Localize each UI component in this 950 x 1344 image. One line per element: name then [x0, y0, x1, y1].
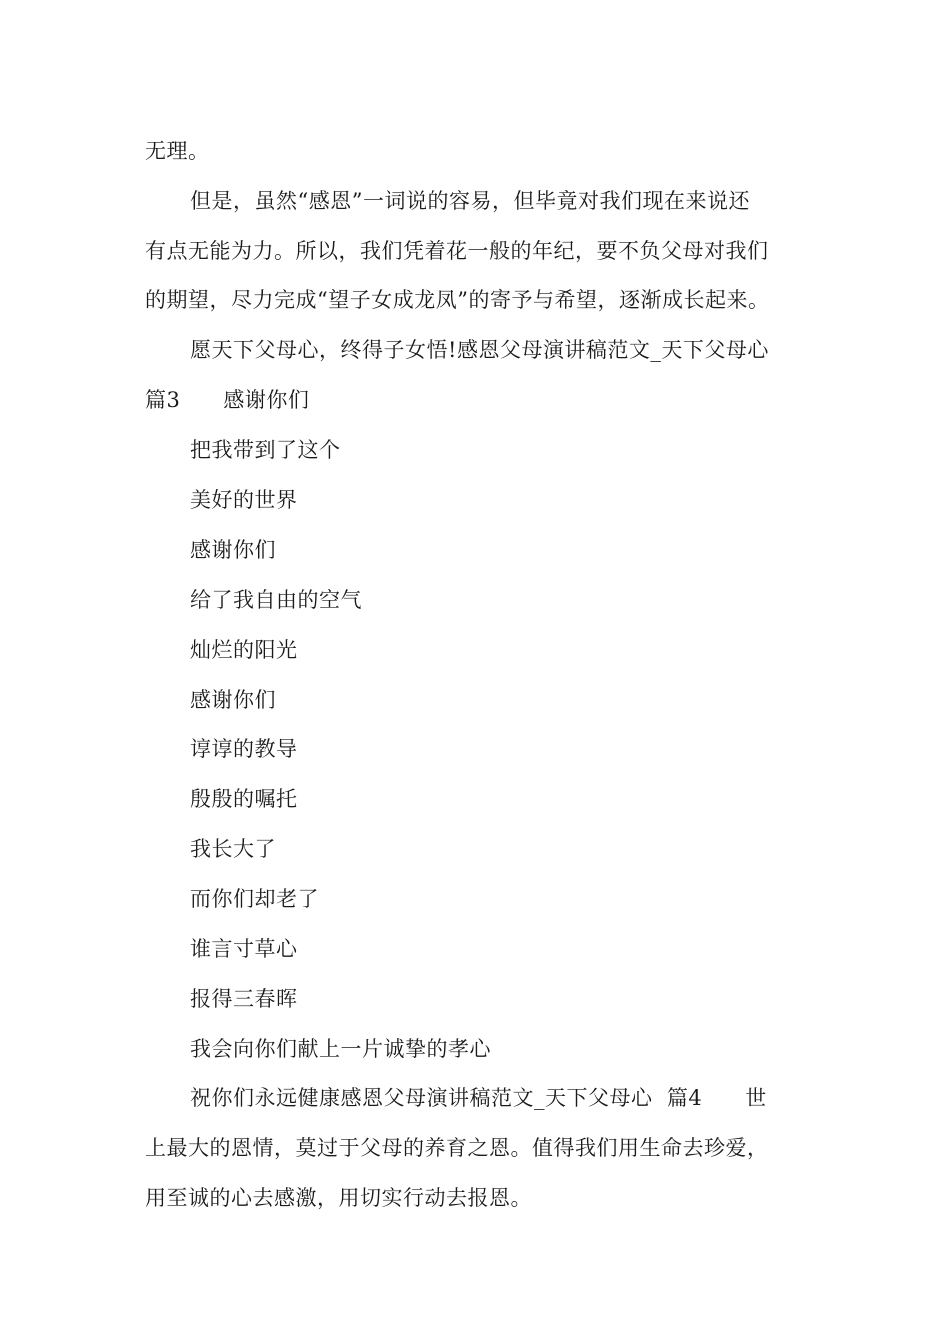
paragraph-line: 祝你们永远健康感恩父母演讲稿范文_天下父母心 篇4 世	[190, 1086, 767, 1110]
paragraph-line: 上最大的恩情，莫过于父母的养育之恩。值得我们用生命去珍爱，	[145, 1136, 769, 1160]
verse-line: 而你们却老了	[190, 887, 319, 911]
verse-line: 谆谆的教导	[190, 737, 298, 761]
paragraph-line: 无理。	[145, 139, 210, 163]
verse-line: 谁言寸草心	[190, 937, 298, 961]
verse-line: 殷殷的嘱托	[190, 787, 298, 811]
verse-line: 给了我自由的空气	[190, 588, 362, 612]
verse-line: 把我带到了这个	[190, 438, 341, 462]
verse-line: 我会向你们献上一片诚挚的孝心	[190, 1037, 491, 1061]
verse-line: 灿烂的阳光	[190, 638, 298, 662]
verse-line: 感谢你们	[190, 688, 276, 712]
paragraph-line: 但是，虽然“感恩”一词说的容易，但毕竟对我们现在来说还	[190, 189, 750, 213]
verse-line: 感谢你们	[190, 538, 276, 562]
verse-line: 我长大了	[190, 837, 276, 861]
verse-line: 美好的世界	[190, 488, 298, 512]
paragraph-line: 用至诚的心去感激，用切实行动去报恩。	[145, 1186, 532, 1210]
section-heading-line: 篇3 感谢你们	[145, 388, 310, 412]
paragraph-line: 有点无能为力。所以，我们凭着花一般的年纪，要不负父母对我们	[145, 239, 769, 263]
paragraph-line: 的期望，尽力完成“望子女成龙凤”的寄予与希望，逐渐成长起来。	[145, 288, 770, 312]
paragraph-line: 愿天下父母心，终得子女悟!感恩父母演讲稿范文_天下父母心	[190, 338, 769, 362]
verse-line: 报得三春晖	[190, 987, 298, 1011]
